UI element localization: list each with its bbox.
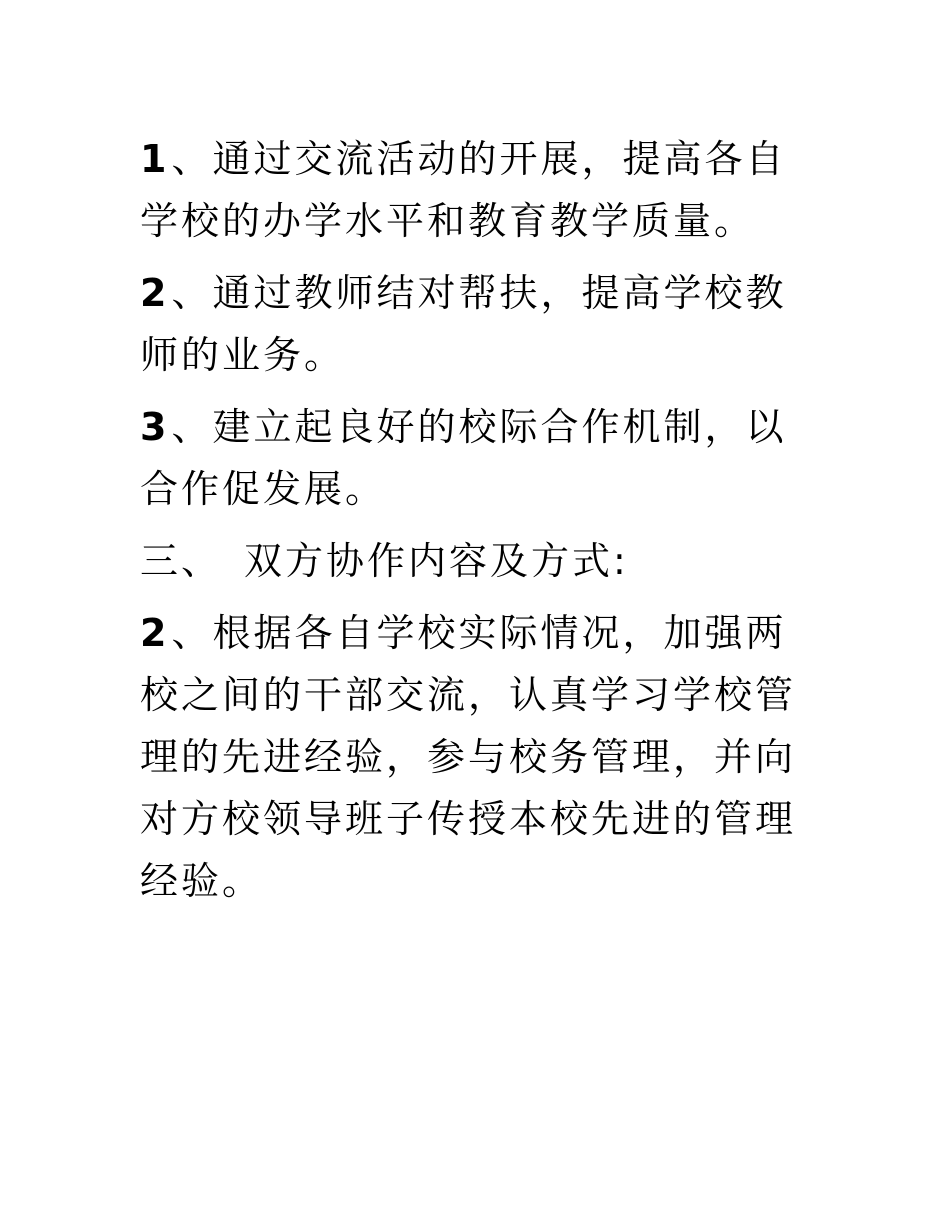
paragraph-text: 、建立起良好的校际合作机制，以合作促发展。 — [140, 405, 787, 511]
paragraph-number: 2 — [140, 611, 170, 655]
paragraph-text: 、根据各自学校实际情况，加强两校之间的干部交流，认真学习学校管理的先进经验，参与校务管理，并向对方校领导班子传授本校先进的管理经验。 — [140, 611, 797, 903]
paragraph-3 — [140, 396, 820, 520]
section-heading — [140, 530, 820, 592]
paragraph-text: 、通过教师结对帮扶，提高学校教师的业务。 — [140, 271, 787, 377]
section-heading-prefix: 三、 — [140, 539, 223, 583]
paragraph-2 — [140, 262, 820, 386]
section-paragraph-2 — [140, 602, 820, 912]
paragraph-number: 1 — [140, 137, 170, 181]
paragraph-number: 3 — [140, 405, 170, 449]
paragraph-number: 2 — [140, 271, 170, 315]
paragraph-text: 、通过交流活动的开展，提高各自学校的办学水平和教育教学质量。 — [140, 137, 787, 243]
section-heading-title: 双方协作内容及方式: — [244, 539, 629, 583]
paragraph-1 — [140, 128, 820, 252]
document-page — [140, 128, 820, 922]
